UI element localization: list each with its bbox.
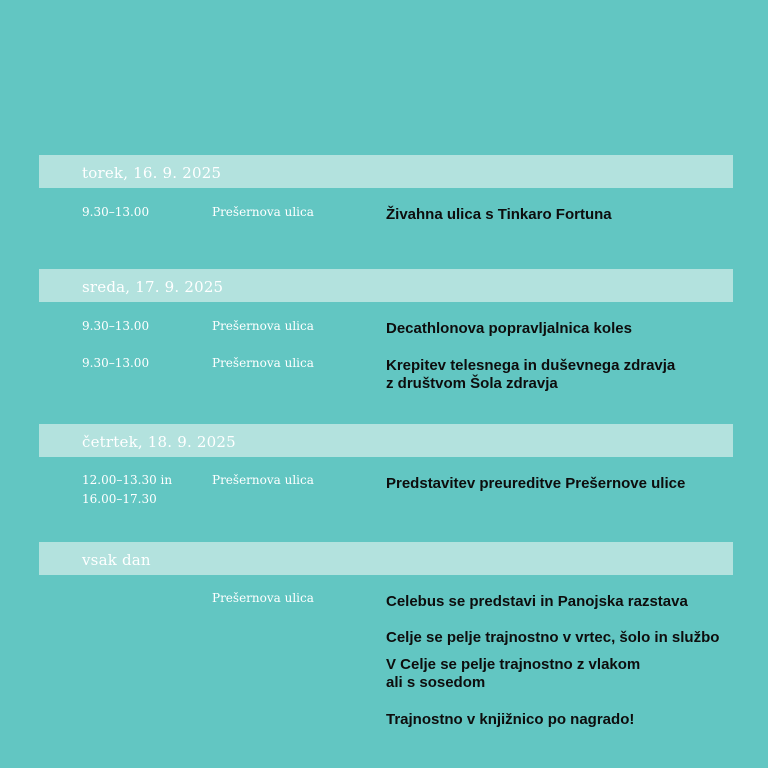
- event-title-line: V Celje se pelje trajnostno z vlakom: [386, 656, 641, 673]
- event-location: Prešernova ulica: [212, 591, 314, 605]
- event-location: Prešernova ulica: [212, 473, 314, 487]
- event-title: [386, 357, 731, 393]
- event-title: Celje se pelje trajnostno v vrtec, šolo in službo: [386, 629, 720, 646]
- event-title: [386, 656, 731, 692]
- event-title: Decathlonova popravljalnica koles: [386, 320, 632, 337]
- event-location: Prešernova ulica: [212, 319, 314, 333]
- day-heading-tuesday: torek, 16. 9. 2025: [39, 155, 733, 188]
- day-heading-thursday: četrtek, 18. 9. 2025: [39, 424, 733, 457]
- event-title-line: Krepitev telesnega in duševnega zdravja: [386, 357, 676, 374]
- event-location: Prešernova ulica: [212, 205, 314, 219]
- day-heading-wednesday: sreda, 17. 9. 2025: [39, 269, 733, 302]
- event-time: 9.30–13.00: [82, 356, 150, 370]
- event-title: Predstavitev preureditve Prešernove ulice: [386, 475, 686, 492]
- event-time: 9.30–13.00: [82, 319, 150, 333]
- event-time: [82, 471, 202, 509]
- day-heading-every-day: vsak dan: [39, 542, 733, 575]
- event-title-line: z društvom Šola zdravja: [386, 375, 558, 392]
- event-title: Celebus se predstavi in Panojska razstava: [386, 593, 688, 610]
- event-title-line: ali s sosedom: [386, 674, 486, 691]
- event-title: Živahna ulica s Tinkaro Fortuna: [386, 206, 612, 223]
- event-time-line: 12.00–13.30 in: [82, 473, 173, 487]
- event-title: Trajnostno v knjižnico po nagrado!: [386, 711, 635, 728]
- event-location: Prešernova ulica: [212, 356, 314, 370]
- event-time-line: 16.00–17.30: [82, 492, 157, 506]
- event-time: 9.30–13.00: [82, 205, 150, 219]
